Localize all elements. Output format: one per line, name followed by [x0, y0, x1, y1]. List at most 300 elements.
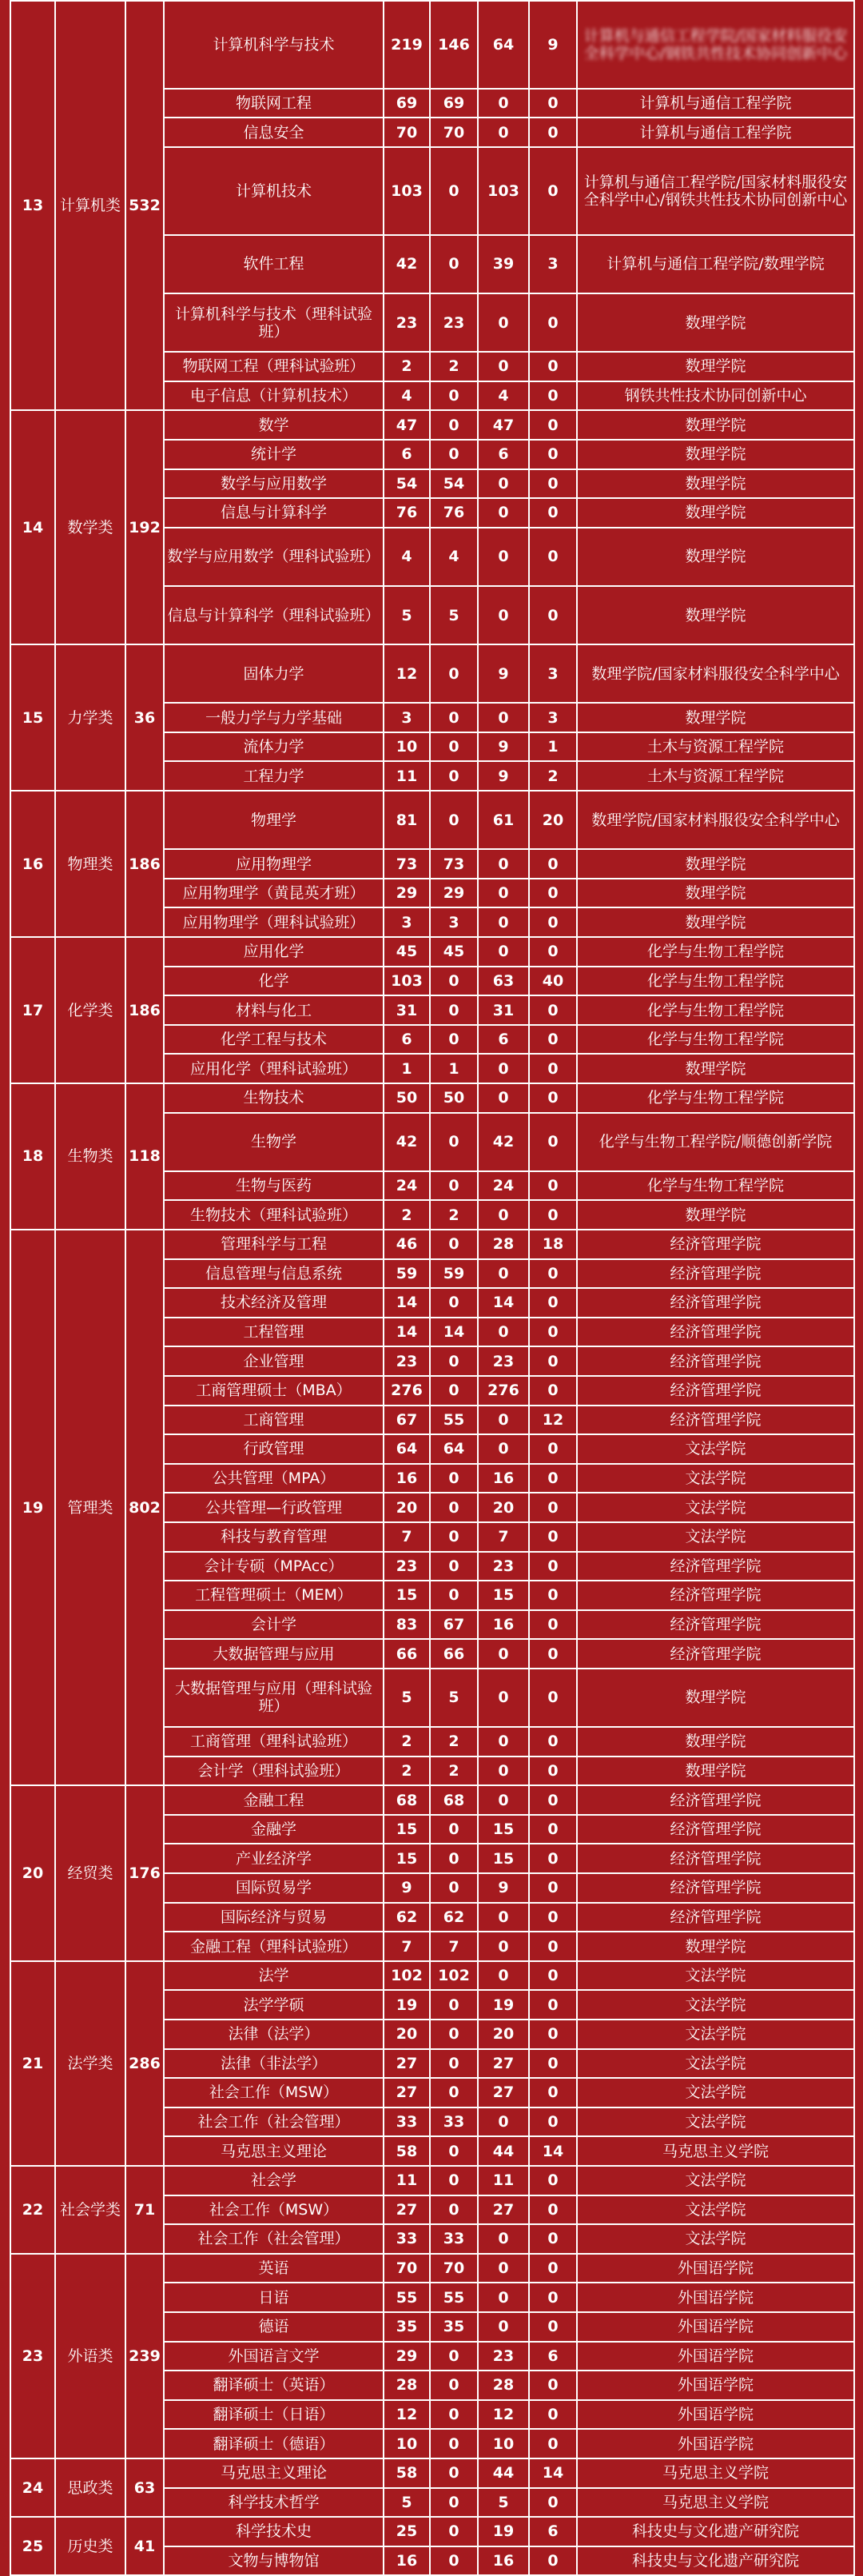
total-count-cell: 23 [384, 293, 430, 352]
undergrad-count-cell: 0 [430, 2078, 478, 2107]
undergrad-count-cell: 0 [430, 791, 478, 849]
undergrad-count-cell: 50 [430, 1083, 478, 1113]
undergrad-count-cell: 0 [430, 381, 478, 411]
college-cell: 化学与生物工程学院 [577, 1171, 854, 1201]
total-count-cell: 27 [384, 2195, 430, 2225]
major-name-cell: 生物与医药 [164, 1171, 384, 1201]
group-total-cell: 118 [125, 1083, 164, 1230]
college-cell: 化学与生物工程学院 [577, 1083, 854, 1113]
table-row [10, 1785, 854, 1815]
total-count-cell: 29 [384, 879, 430, 908]
group-index-cell: 16 [10, 791, 55, 937]
doctoral-count-cell: 0 [529, 1727, 577, 1757]
total-count-cell: 16 [384, 1464, 430, 1493]
doctoral-count-cell: 0 [529, 1522, 577, 1552]
master-count-cell: 27 [478, 2078, 529, 2107]
college-cell: 经济管理学院 [577, 1259, 854, 1289]
group-name-cell: 思政类 [55, 2458, 125, 2517]
group-total-cell: 71 [125, 2166, 164, 2254]
doctoral-count-cell: 0 [529, 586, 577, 644]
table-row [10, 937, 854, 967]
major-name-cell: 公共管理—行政管理 [164, 1493, 384, 1522]
total-count-cell: 16 [384, 2546, 430, 2576]
undergrad-count-cell: 59 [430, 1259, 478, 1289]
group-index-cell: 21 [10, 1961, 55, 2166]
total-count-cell: 1 [384, 1054, 430, 1083]
table-row [10, 1961, 854, 1991]
undergrad-count-cell: 0 [430, 2342, 478, 2371]
group-total-cell: 41 [125, 2517, 164, 2575]
college-cell: 经济管理学院 [577, 1230, 854, 1259]
doctoral-count-cell: 18 [529, 1230, 577, 1259]
college-cell: 文法学院 [577, 1522, 854, 1552]
doctoral-count-cell: 0 [529, 381, 577, 411]
doctoral-count-cell: 0 [529, 1903, 577, 1932]
undergrad-count-cell: 5 [430, 586, 478, 644]
total-count-cell: 45 [384, 937, 430, 967]
college-cell: 数理学院/国家材料服役安全科学中心 [577, 791, 854, 849]
college-cell: 数理学院 [577, 1200, 854, 1230]
total-count-cell: 3 [384, 703, 430, 732]
table-row [10, 644, 854, 703]
doctoral-count-cell: 0 [529, 907, 577, 937]
undergrad-count-cell: 0 [430, 703, 478, 732]
total-count-cell: 54 [384, 469, 430, 499]
major-name-cell: 化学工程与技术 [164, 1025, 384, 1055]
undergrad-count-cell: 0 [430, 235, 478, 293]
major-name-cell: 信息管理与信息系统 [164, 1259, 384, 1289]
group-total-cell: 286 [125, 1961, 164, 2166]
total-count-cell: 11 [384, 2166, 430, 2195]
total-count-cell: 20 [384, 1493, 430, 1522]
major-name-cell: 流体力学 [164, 732, 384, 762]
doctoral-count-cell: 14 [529, 2136, 577, 2166]
major-name-cell: 产业经济学 [164, 1844, 384, 1873]
total-count-cell: 103 [384, 967, 430, 996]
undergrad-count-cell: 0 [430, 1346, 478, 1376]
major-name-cell: 计算机科学与技术（理科试验班） [164, 293, 384, 352]
group-index-cell: 15 [10, 644, 55, 791]
doctoral-count-cell: 0 [529, 1815, 577, 1844]
master-count-cell: 16 [478, 1610, 529, 1640]
master-count-cell: 4 [478, 381, 529, 411]
undergrad-count-cell: 0 [430, 2371, 478, 2400]
total-count-cell: 5 [384, 1669, 430, 1727]
total-count-cell: 24 [384, 1171, 430, 1201]
college-cell: 计算机与通信工程学院 [577, 89, 854, 118]
major-name-cell: 文物与博物馆 [164, 2546, 384, 2576]
total-count-cell: 103 [384, 147, 430, 235]
group-name-cell: 化学类 [55, 937, 125, 1083]
undergrad-count-cell: 0 [430, 2049, 478, 2079]
major-name-cell: 国际贸易学 [164, 1873, 384, 1903]
major-name-cell: 会计专硕（MPAcc） [164, 1552, 384, 1581]
college-cell: 经济管理学院 [577, 1552, 854, 1581]
college-cell: 科技史与文化遗产研究院 [577, 2546, 854, 2576]
doctoral-count-cell: 0 [529, 2488, 577, 2518]
undergrad-count-cell: 14 [430, 1318, 478, 1347]
master-count-cell: 39 [478, 235, 529, 293]
master-count-cell: 47 [478, 410, 529, 440]
major-name-cell: 马克思主义理论 [164, 2136, 384, 2166]
doctoral-count-cell: 0 [529, 352, 577, 381]
doctoral-count-cell: 0 [529, 1961, 577, 1991]
group-index-cell: 22 [10, 2166, 55, 2254]
doctoral-count-cell: 0 [529, 937, 577, 967]
college-cell: 外国语学院 [577, 2429, 854, 2458]
doctoral-count-cell: 1 [529, 732, 577, 762]
major-name-cell: 材料与化工 [164, 995, 384, 1025]
master-count-cell: 276 [478, 1376, 529, 1406]
major-name-cell: 生物技术（理科试验班） [164, 1200, 384, 1230]
major-name-cell: 翻译硕士（日语） [164, 2400, 384, 2430]
doctoral-count-cell: 0 [529, 1464, 577, 1493]
group-total-cell: 36 [125, 644, 164, 791]
undergrad-count-cell: 5 [430, 1669, 478, 1727]
college-cell: 文法学院 [577, 2049, 854, 2079]
doctoral-count-cell: 2 [529, 761, 577, 791]
college-cell: 数理学院 [577, 528, 854, 586]
college-cell: 数理学院 [577, 498, 854, 528]
college-cell: 数理学院 [577, 586, 854, 644]
group-total-cell: 802 [125, 1230, 164, 1785]
master-count-cell: 0 [478, 1757, 529, 1786]
undergrad-count-cell: 0 [430, 761, 478, 791]
master-count-cell: 42 [478, 1113, 529, 1171]
doctoral-count-cell: 3 [529, 703, 577, 732]
doctoral-count-cell: 0 [529, 1288, 577, 1318]
major-name-cell: 社会学 [164, 2166, 384, 2195]
master-count-cell: 10 [478, 2429, 529, 2458]
doctoral-count-cell: 0 [529, 2400, 577, 2430]
doctoral-count-cell: 0 [529, 2049, 577, 2079]
doctoral-count-cell: 0 [529, 2546, 577, 2576]
college-cell: 数理学院 [577, 293, 854, 352]
college-cell: 计算机与通信工程学院/国家材料服役安全科学中心/钢铁共性技术协同创新中心 [577, 1, 854, 89]
master-count-cell: 0 [478, 907, 529, 937]
undergrad-count-cell: 2 [430, 1200, 478, 1230]
doctoral-count-cell: 12 [529, 1406, 577, 1435]
doctoral-count-cell: 9 [529, 1, 577, 89]
table-row [10, 1083, 854, 1113]
college-cell: 化学与生物工程学院 [577, 937, 854, 967]
college-cell: 数理学院 [577, 440, 854, 469]
doctoral-count-cell: 0 [529, 498, 577, 528]
undergrad-count-cell: 0 [430, 147, 478, 235]
major-name-cell: 大数据管理与应用（理科试验班） [164, 1669, 384, 1727]
doctoral-count-cell: 0 [529, 1493, 577, 1522]
doctoral-count-cell: 0 [529, 2107, 577, 2137]
table-row [10, 2458, 854, 2488]
college-cell: 数理学院 [577, 907, 854, 937]
major-name-cell: 应用化学（理科试验班） [164, 1054, 384, 1083]
undergrad-count-cell: 67 [430, 1610, 478, 1640]
undergrad-count-cell: 0 [430, 732, 478, 762]
doctoral-count-cell: 0 [529, 2254, 577, 2283]
undergrad-count-cell: 0 [430, 1873, 478, 1903]
undergrad-count-cell: 54 [430, 469, 478, 499]
master-count-cell: 20 [478, 1493, 529, 1522]
master-count-cell: 0 [478, 1961, 529, 1991]
undergrad-count-cell: 0 [430, 1815, 478, 1844]
major-name-cell: 工商管理 [164, 1406, 384, 1435]
college-cell: 文法学院 [577, 2078, 854, 2107]
group-name-cell: 外语类 [55, 2254, 125, 2458]
major-name-cell: 软件工程 [164, 235, 384, 293]
master-count-cell: 6 [478, 1025, 529, 1055]
college-cell: 经济管理学院 [577, 1639, 854, 1669]
doctoral-count-cell: 3 [529, 235, 577, 293]
college-cell: 外国语学院 [577, 2312, 854, 2342]
college-cell: 文法学院 [577, 1961, 854, 1991]
major-name-cell: 信息安全 [164, 118, 384, 147]
enrollment-table [10, 0, 855, 2576]
major-name-cell: 数学与应用数学 [164, 469, 384, 499]
doctoral-count-cell: 0 [529, 2020, 577, 2049]
undergrad-count-cell: 0 [430, 2195, 478, 2225]
college-cell: 经济管理学院 [577, 1903, 854, 1932]
master-count-cell: 9 [478, 732, 529, 762]
master-count-cell: 0 [478, 879, 529, 908]
undergrad-count-cell: 35 [430, 2312, 478, 2342]
major-name-cell: 金融学 [164, 1815, 384, 1844]
undergrad-count-cell: 55 [430, 1406, 478, 1435]
college-cell: 文法学院 [577, 2107, 854, 2137]
undergrad-count-cell: 73 [430, 849, 478, 879]
college-cell: 文法学院 [577, 2224, 854, 2254]
master-count-cell: 23 [478, 2342, 529, 2371]
major-name-cell: 技术经济及管理 [164, 1288, 384, 1318]
total-count-cell: 3 [384, 907, 430, 937]
undergrad-count-cell: 0 [430, 644, 478, 703]
doctoral-count-cell: 0 [529, 2312, 577, 2342]
undergrad-count-cell: 7 [430, 1932, 478, 1961]
major-name-cell: 电子信息（计算机技术） [164, 381, 384, 411]
major-name-cell: 社会工作（MSW） [164, 2078, 384, 2107]
master-count-cell: 0 [478, 1083, 529, 1113]
undergrad-count-cell: 0 [430, 2020, 478, 2049]
group-name-cell: 数学类 [55, 410, 125, 644]
total-count-cell: 12 [384, 644, 430, 703]
college-cell: 化学与生物工程学院/顺德创新学院 [577, 1113, 854, 1171]
major-name-cell: 日语 [164, 2283, 384, 2312]
total-count-cell: 276 [384, 1376, 430, 1406]
total-count-cell: 7 [384, 1932, 430, 1961]
major-name-cell: 大数据管理与应用 [164, 1639, 384, 1669]
major-name-cell: 科学技术史 [164, 2517, 384, 2546]
group-name-cell: 历史类 [55, 2517, 125, 2575]
major-name-cell: 英语 [164, 2254, 384, 2283]
major-name-cell: 国际经济与贸易 [164, 1903, 384, 1932]
total-count-cell: 70 [384, 118, 430, 147]
college-cell: 经济管理学院 [577, 1815, 854, 1844]
doctoral-count-cell: 0 [529, 1873, 577, 1903]
master-count-cell: 14 [478, 1288, 529, 1318]
undergrad-count-cell: 0 [430, 1522, 478, 1552]
doctoral-count-cell: 0 [529, 1376, 577, 1406]
major-name-cell: 行政管理 [164, 1434, 384, 1464]
major-name-cell: 一般力学与力学基础 [164, 703, 384, 732]
undergrad-count-cell: 0 [430, 2517, 478, 2546]
doctoral-count-cell: 0 [529, 147, 577, 235]
college-cell: 数理学院 [577, 1757, 854, 1786]
total-count-cell: 10 [384, 2429, 430, 2458]
undergrad-count-cell: 0 [430, 1581, 478, 1610]
undergrad-count-cell: 0 [430, 1376, 478, 1406]
doctoral-count-cell: 14 [529, 2458, 577, 2488]
total-count-cell: 58 [384, 2458, 430, 2488]
college-cell: 化学与生物工程学院 [577, 1025, 854, 1055]
college-cell: 经济管理学院 [577, 1610, 854, 1640]
undergrad-count-cell: 0 [430, 2488, 478, 2518]
undergrad-count-cell: 3 [430, 907, 478, 937]
doctoral-count-cell: 0 [529, 1932, 577, 1961]
college-cell: 马克思主义学院 [577, 2488, 854, 2518]
doctoral-count-cell: 0 [529, 1552, 577, 1581]
college-cell: 经济管理学院 [577, 1873, 854, 1903]
total-count-cell: 66 [384, 1639, 430, 1669]
doctoral-count-cell: 0 [529, 1785, 577, 1815]
major-name-cell: 化学 [164, 967, 384, 996]
master-count-cell: 12 [478, 2400, 529, 2430]
master-count-cell: 7 [478, 1522, 529, 1552]
major-name-cell: 数学与应用数学（理科试验班） [164, 528, 384, 586]
total-count-cell: 219 [384, 1, 430, 89]
major-name-cell: 信息与计算科学（理科试验班） [164, 586, 384, 644]
undergrad-count-cell: 0 [430, 967, 478, 996]
doctoral-count-cell: 0 [529, 995, 577, 1025]
doctoral-count-cell: 0 [529, 293, 577, 352]
master-count-cell: 0 [478, 2283, 529, 2312]
master-count-cell: 0 [478, 352, 529, 381]
total-count-cell: 42 [384, 1113, 430, 1171]
master-count-cell: 0 [478, 118, 529, 147]
total-count-cell: 14 [384, 1318, 430, 1347]
major-name-cell: 金融工程 [164, 1785, 384, 1815]
major-name-cell: 信息与计算科学 [164, 498, 384, 528]
group-index-cell: 24 [10, 2458, 55, 2517]
table-row [10, 410, 854, 440]
undergrad-count-cell: 0 [430, 2166, 478, 2195]
master-count-cell: 0 [478, 498, 529, 528]
master-count-cell: 0 [478, 1932, 529, 1961]
undergrad-count-cell: 68 [430, 1785, 478, 1815]
master-count-cell: 0 [478, 2107, 529, 2137]
major-name-cell: 法学学硕 [164, 1990, 384, 2020]
master-count-cell: 19 [478, 2517, 529, 2546]
master-count-cell: 44 [478, 2458, 529, 2488]
master-count-cell: 31 [478, 995, 529, 1025]
undergrad-count-cell: 33 [430, 2107, 478, 2137]
doctoral-count-cell: 0 [529, 1346, 577, 1376]
master-count-cell: 9 [478, 644, 529, 703]
college-cell: 文法学院 [577, 1464, 854, 1493]
total-count-cell: 2 [384, 1200, 430, 1230]
undergrad-count-cell: 0 [430, 2546, 478, 2576]
college-cell: 数理学院/国家材料服役安全科学中心 [577, 644, 854, 703]
total-count-cell: 2 [384, 1727, 430, 1757]
group-total-cell: 186 [125, 791, 164, 937]
total-count-cell: 2 [384, 352, 430, 381]
college-cell: 经济管理学院 [577, 1346, 854, 1376]
doctoral-count-cell: 0 [529, 2429, 577, 2458]
master-count-cell: 23 [478, 1346, 529, 1376]
master-count-cell: 44 [478, 2136, 529, 2166]
major-name-cell: 马克思主义理论 [164, 2458, 384, 2488]
master-count-cell: 19 [478, 1990, 529, 2020]
master-count-cell: 0 [478, 1434, 529, 1464]
major-name-cell: 统计学 [164, 440, 384, 469]
doctoral-count-cell: 0 [529, 1434, 577, 1464]
doctoral-count-cell: 6 [529, 2342, 577, 2371]
undergrad-count-cell: 62 [430, 1903, 478, 1932]
master-count-cell: 24 [478, 1171, 529, 1201]
master-count-cell: 0 [478, 1785, 529, 1815]
total-count-cell: 31 [384, 995, 430, 1025]
master-count-cell: 5 [478, 2488, 529, 2518]
total-count-cell: 15 [384, 1581, 430, 1610]
master-count-cell: 0 [478, 849, 529, 879]
major-name-cell: 工商管理（理科试验班） [164, 1727, 384, 1757]
college-cell: 经济管理学院 [577, 1288, 854, 1318]
group-total-cell: 176 [125, 1785, 164, 1961]
group-name-cell: 社会学类 [55, 2166, 125, 2254]
total-count-cell: 4 [384, 381, 430, 411]
college-cell: 数理学院 [577, 469, 854, 499]
doctoral-count-cell: 0 [529, 118, 577, 147]
master-count-cell: 0 [478, 937, 529, 967]
major-name-cell: 管理科学与工程 [164, 1230, 384, 1259]
major-name-cell: 应用物理学 [164, 849, 384, 879]
college-cell: 经济管理学院 [577, 1406, 854, 1435]
major-name-cell: 物联网工程 [164, 89, 384, 118]
master-count-cell: 0 [478, 1669, 529, 1727]
major-name-cell: 社会工作（社会管理） [164, 2224, 384, 2254]
total-count-cell: 29 [384, 2342, 430, 2371]
college-cell: 经济管理学院 [577, 1785, 854, 1815]
group-total-cell: 192 [125, 410, 164, 644]
undergrad-count-cell: 45 [430, 937, 478, 967]
undergrad-count-cell: 70 [430, 118, 478, 147]
major-name-cell: 工程管理 [164, 1318, 384, 1347]
group-index-cell: 25 [10, 2517, 55, 2575]
college-cell: 外国语学院 [577, 2400, 854, 2430]
master-count-cell: 6 [478, 440, 529, 469]
total-count-cell: 6 [384, 1025, 430, 1055]
group-name-cell: 法学类 [55, 1961, 125, 2166]
major-name-cell: 计算机科学与技术 [164, 1, 384, 89]
undergrad-count-cell: 29 [430, 879, 478, 908]
college-cell: 马克思主义学院 [577, 2136, 854, 2166]
undergrad-count-cell: 23 [430, 293, 478, 352]
total-count-cell: 7 [384, 1522, 430, 1552]
total-count-cell: 23 [384, 1346, 430, 1376]
master-count-cell: 0 [478, 469, 529, 499]
college-cell: 计算机与通信工程学院/国家材料服役安全科学中心/钢铁共性技术协同创新中心 [577, 147, 854, 235]
group-index-cell: 23 [10, 2254, 55, 2458]
master-count-cell: 15 [478, 1815, 529, 1844]
doctoral-count-cell: 0 [529, 2371, 577, 2400]
doctoral-count-cell: 0 [529, 2283, 577, 2312]
total-count-cell: 47 [384, 410, 430, 440]
total-count-cell: 25 [384, 2517, 430, 2546]
major-name-cell: 工商管理硕士（MBA） [164, 1376, 384, 1406]
college-cell: 土木与资源工程学院 [577, 732, 854, 762]
master-count-cell: 15 [478, 1581, 529, 1610]
total-count-cell: 6 [384, 440, 430, 469]
doctoral-count-cell: 0 [529, 879, 577, 908]
major-name-cell: 金融工程（理科试验班） [164, 1932, 384, 1961]
